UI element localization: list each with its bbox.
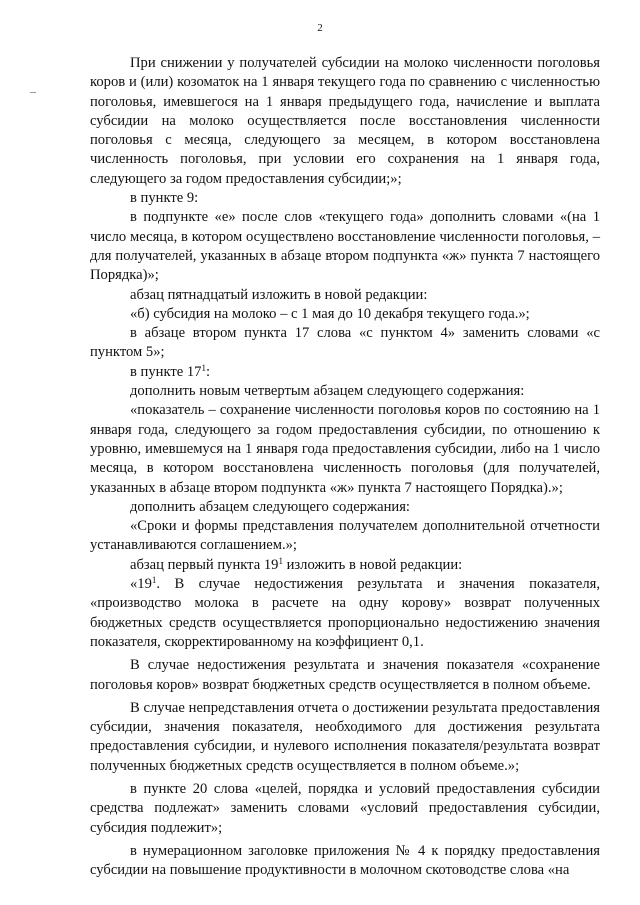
page-number: 2 [317, 22, 323, 34]
document-body [90, 54, 600, 880]
paragraph [90, 575, 600, 652]
paragraph-text: абзац первый пункта 19 [130, 556, 279, 573]
paragraph: В случае непредставления отчета о достижении результата предоставления субсидии, значения показателя, необходимого для достижения результата предоставления субсидии, и нулевого исполнения показателя/результата возврат полученных бюджетных средств осуществляется в полном объеме.»; [90, 699, 600, 774]
paragraph [90, 556, 600, 575]
paragraph-text: «19 [130, 576, 152, 593]
paragraph: «Сроки и формы представления получателем дополнительной отчетности устанавливаются соглашением.»; [90, 518, 600, 554]
margin-mark [30, 92, 36, 93]
paragraph: дополнить абзацем следующего содержания: [130, 498, 410, 515]
paragraph: «б) субсидия на молоко – с 1 мая до 10 декабря текущего года.»; [130, 305, 530, 322]
paragraph: в пункте 9: [130, 190, 199, 207]
paragraph-text: в пункте 17 [130, 363, 202, 380]
superscript: 1 [278, 555, 283, 566]
paragraph: в абзаце втором пункта 17 слова «с пунктом 4» заменить словами «с пунктом 5»; [90, 325, 600, 361]
paragraph-text: . В случае недостижения результата и значения показателя, «производство молока в расчете на одну корову» возврат полученных бюджетных средств осуществляется пропорционально недостижению значения показателя, скорректированному на коэффициент 0,1. [90, 576, 600, 650]
paragraph: При снижении у получателей субсидии на молоко численности поголовья коров и (или) козоматок на 1 января текущего года по сравнению с численностью поголовья, имевшегося на 1 января предыдущего года, начисление и выплата субсидии на молоко осуществляется после восстановления численности поголовья с месяца, следующего за месяцем, в котором восстановлена численность поголовья, при условии его сохранения на 1 января года, следующего за годом предоставления субсидии;»; [90, 55, 600, 187]
paragraph: в подпункте «е» после слов «текущего года» дополнить словами «(на 1 число месяца, в котором осуществлено восстановление численности поголовья, – для получателей, указанных в абзаце втором подпункта «ж» пункта 7 настоящего Порядка)»; [90, 209, 600, 284]
paragraph [90, 363, 600, 382]
paragraph: В случае недостижения результата и значения показателя «сохранение поголовья коров» возврат бюджетных средств осуществляется в полном объеме. [90, 657, 600, 693]
superscript: 1 [151, 575, 157, 586]
paragraph: в нумерационном заголовке приложения № 4 к порядку предоставления субсидии на повышение продуктивности в молочном скотоводстве слова «на [90, 842, 600, 879]
paragraph: дополнить новым четвертым абзацем следующего содержания: [130, 383, 525, 400]
superscript: 1 [201, 362, 206, 373]
paragraph: в пункте 20 слова «целей, порядка и условий предоставления субсидии средства подлежат» заменить словами «условий предоставления субсидии, субсидия подлежит»; [90, 780, 600, 836]
paragraph: абзац пятнадцатый изложить в новой редакции: [130, 286, 428, 303]
paragraph-text: : [205, 363, 211, 380]
paragraph: «показатель – сохранение численности поголовья коров по состоянию на 1 января года, следующего за годом предоставления субсидии, по отношению к уровню, имевшемуся на 1 января года предоставления субсидии, либо на 1 число месяца, в котором восстановлена численность поголовья (для получателей, указанных в абзаце втором подпункта «ж» пункта 7 настоящего Порядка).»; [90, 402, 600, 496]
paragraph-text: изложить в новой редакции: [282, 556, 463, 573]
